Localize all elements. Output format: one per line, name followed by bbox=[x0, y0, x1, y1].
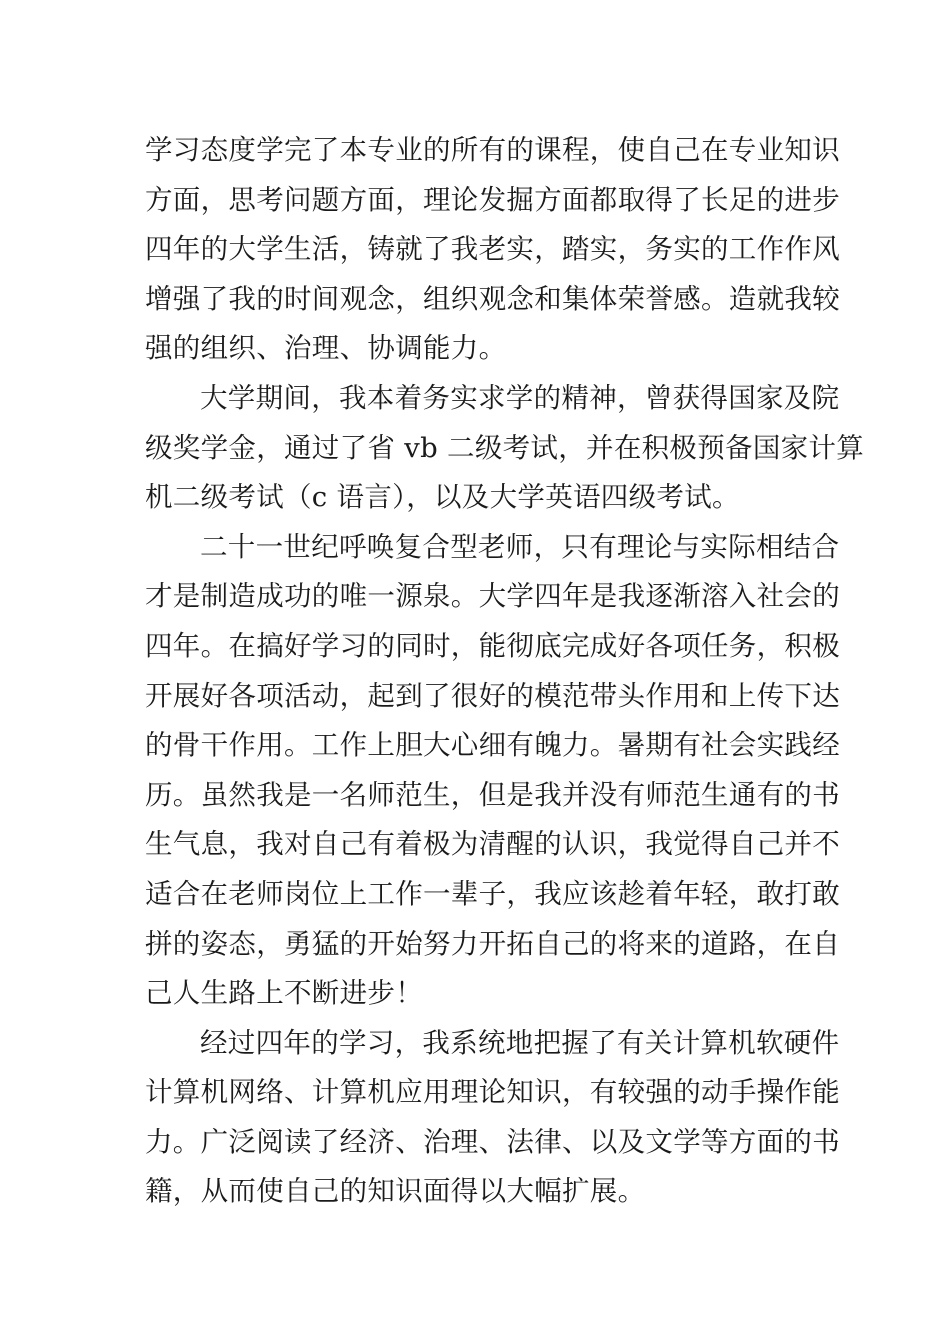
text-line: 增强了我的时间观念，组织观念和集体荣誉感。造就我较 bbox=[145, 282, 840, 315]
text-line: 籍，从而使自己的知识面得以大幅扩展。 bbox=[145, 1175, 646, 1208]
paragraph-1 bbox=[145, 126, 840, 374]
text-line: 适合在老师岗位上工作一辈子，我应该趁着年轻，敢打敢 bbox=[145, 877, 840, 910]
text-line: 四年。在搞好学习的同时，能彻底完成好各项任务，积极 bbox=[145, 629, 840, 662]
text-line: 开展好各项活动，起到了很好的模范带头作用和上传下达 bbox=[145, 679, 840, 712]
text-line: 学习态度学完了本专业的所有的课程，使自己在专业知识 bbox=[145, 134, 840, 166]
text-line: 拼的姿态，勇猛的开始努力开拓自己的将来的道路，在自 bbox=[145, 927, 840, 960]
text-line: 力。广泛阅读了经济、治理、法律、以及文学等方面的书 bbox=[145, 1125, 840, 1158]
text-line: 历。虽然我是一名师范生，但是我并没有师范生通有的书 bbox=[145, 778, 840, 811]
text-line: 级奖学金，通过了省 vb 二级考试，并在积极预备国家计算 bbox=[145, 431, 865, 464]
paragraph-3 bbox=[145, 523, 840, 1019]
text-line: 经过四年的学习，我系统地把握了有关计算机软硬件 bbox=[200, 1026, 840, 1059]
text-line: 方面，思考问题方面，理论发掘方面都取得了长足的进步 bbox=[145, 183, 840, 216]
text-line: 强的组织、治理、协调能力。 bbox=[145, 332, 507, 365]
paragraph-2 bbox=[145, 374, 865, 523]
text-line: 才是制造成功的唯一源泉。大学四年是我逐渐溶入社会的 bbox=[145, 580, 840, 613]
text-line: 己人生路上不断进步！ bbox=[145, 977, 423, 1010]
text-line: 二十一世纪呼唤复合型老师，只有理论与实际相结合 bbox=[200, 530, 840, 563]
text-line: 生气息，我对自己有着极为清醒的认识，我觉得自己并不 bbox=[145, 828, 840, 861]
text-line: 大学期间，我本着务实求学的精神，曾获得国家及院 bbox=[200, 381, 840, 414]
text-line: 机二级考试（c 语言），以及大学英语四级考试。 bbox=[145, 481, 740, 514]
document-body bbox=[145, 126, 865, 1217]
text-line: 的骨干作用。工作上胆大心细有魄力。暑期有社会实践经 bbox=[145, 729, 840, 762]
paragraph-4 bbox=[145, 1019, 840, 1217]
text-line: 四年的大学生活，铸就了我老实，踏实，务实的工作作风 bbox=[145, 233, 840, 266]
text-line: 计算机网络、计算机应用理论知识，有较强的动手操作能 bbox=[145, 1076, 840, 1109]
